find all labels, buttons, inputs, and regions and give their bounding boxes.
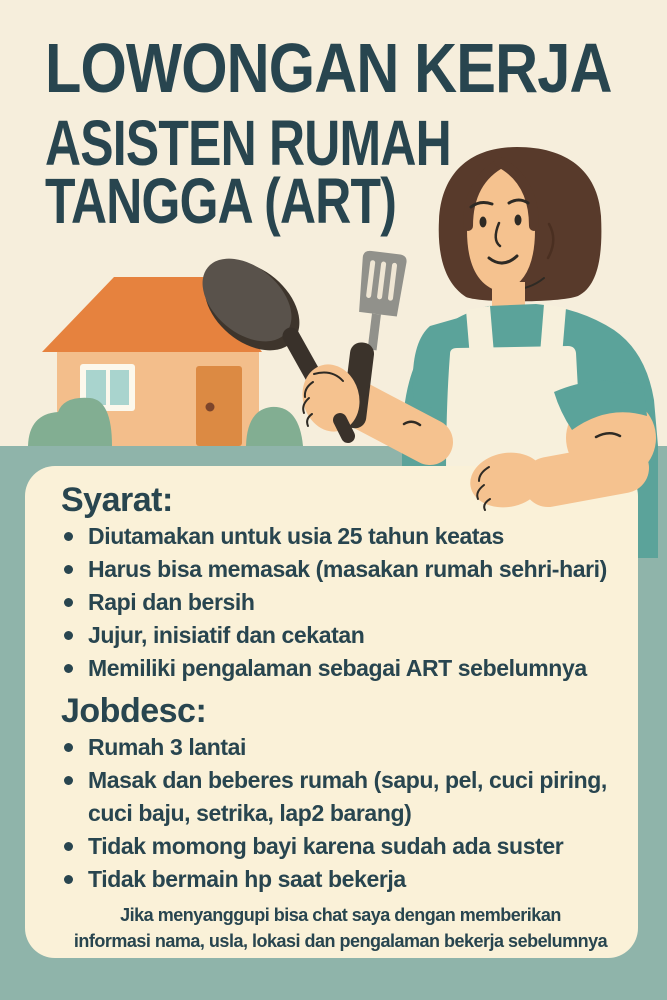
door-knob xyxy=(206,403,215,412)
title-line-3: TANGGA (ART) xyxy=(45,165,397,237)
jobdesc-heading: Jobdesc: xyxy=(61,692,207,730)
requirements-card xyxy=(25,466,638,958)
list-item: Jujur, inisiatif dan cekatan xyxy=(61,619,620,652)
list-item: Memiliki pengalaman sebagai ART sebelumnya xyxy=(61,652,620,685)
title-line-2: ASISTEN RUMAH xyxy=(45,107,451,179)
list-item: Rapi dan bersih xyxy=(61,586,620,619)
list-item: Harus bisa memasak (masakan rumah sehri-hari) xyxy=(61,553,620,586)
list-item: Diutamakan untuk usia 25 tahun keatas xyxy=(61,520,620,553)
title-line-1: LOWONGAN KERJA xyxy=(45,29,612,107)
contact-instruction: Jika menyanggupi bisa chat saya dengan memberikan informasi nama, usla, lokasi dan pengalaman bekerja sebelumnya xyxy=(73,905,608,951)
list-item: Masak dan beberes rumah (sapu, pel, cuci piring, cuci baju, setrika, lap2 barang) xyxy=(61,764,620,830)
list-item: Rumah 3 lantai xyxy=(61,731,620,764)
jobdesc-list xyxy=(61,731,620,896)
syarat-list xyxy=(61,520,620,685)
syarat-heading: Syarat: xyxy=(61,481,173,519)
list-item: Tidak bermain hp saat bekerja xyxy=(61,863,620,896)
list-item: Tidak momong bayi karena sudah ada suster xyxy=(61,830,620,863)
door-icon xyxy=(196,366,242,446)
